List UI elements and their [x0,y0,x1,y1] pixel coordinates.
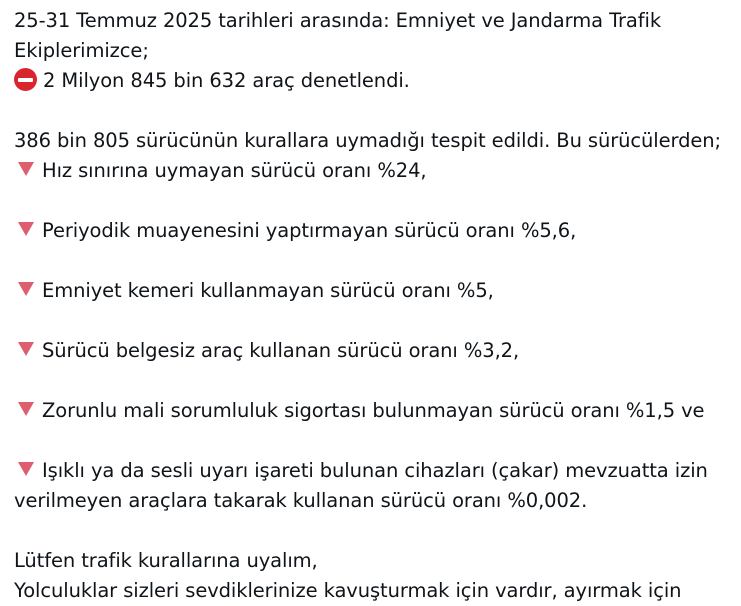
spacer [14,306,732,336]
closing-line-2: Yolculuklar sizleri sevdiklerinize kavuşturmak için vardır, ayırmak için [14,579,682,602]
violation-text: Sürücü belgesiz araç kullanan sürücü oranı %3,2, [42,339,520,362]
violation-item [14,396,732,426]
violation-text: Hız sınırına uymayan sürücü oranı %24, [42,159,427,182]
spacer [14,186,732,216]
post-text [14,6,732,606]
red-triangle-down-icon [18,282,34,296]
violation-item [14,216,732,246]
violation-item-continued: verilmeyen araçlara takarak kullanan sürücü oranı %0,002. [14,489,588,512]
red-triangle-down-icon [18,402,34,416]
violation-item [14,336,732,366]
spacer [14,516,732,546]
inspected-line [14,66,732,96]
inspected-text: 2 Milyon 845 bin 632 araç denetlendi. [43,69,410,92]
intro-line-2: Ekiplerimizce; [14,39,149,62]
no-entry-icon [14,68,37,91]
violation-text: Işıklı ya da sesli uyarı işareti bulunan cihazları (çakar) mevzuatta izin [42,459,708,482]
red-triangle-down-icon [18,342,34,356]
closing-line-1: Lütfen trafik kurallarına uyalım, [14,549,318,572]
spacer [14,426,732,456]
summary-line: 386 bin 805 sürücünün kurallara uymadığı tespit edildi. Bu sürücülerden; [14,129,721,152]
spacer [14,96,732,126]
violation-text: Periyodik muayenesini yaptırmayan sürücü oranı %5,6, [42,219,577,242]
red-triangle-down-icon [18,462,34,476]
intro-line-1: 25-31 Temmuz 2025 tarihleri arasında: Emniyet ve Jandarma Trafik [14,9,662,32]
violation-item [14,156,732,186]
spacer [14,366,732,396]
spacer [14,246,732,276]
violation-text: Emniyet kemeri kullanmayan sürücü oranı %5, [42,279,494,302]
violation-item [14,456,732,486]
violation-text: Zorunlu mali sorumluluk sigortası bulunmayan sürücü oranı %1,5 ve [42,399,705,422]
red-triangle-down-icon [18,222,34,236]
violation-item [14,276,732,306]
red-triangle-down-icon [18,162,34,176]
